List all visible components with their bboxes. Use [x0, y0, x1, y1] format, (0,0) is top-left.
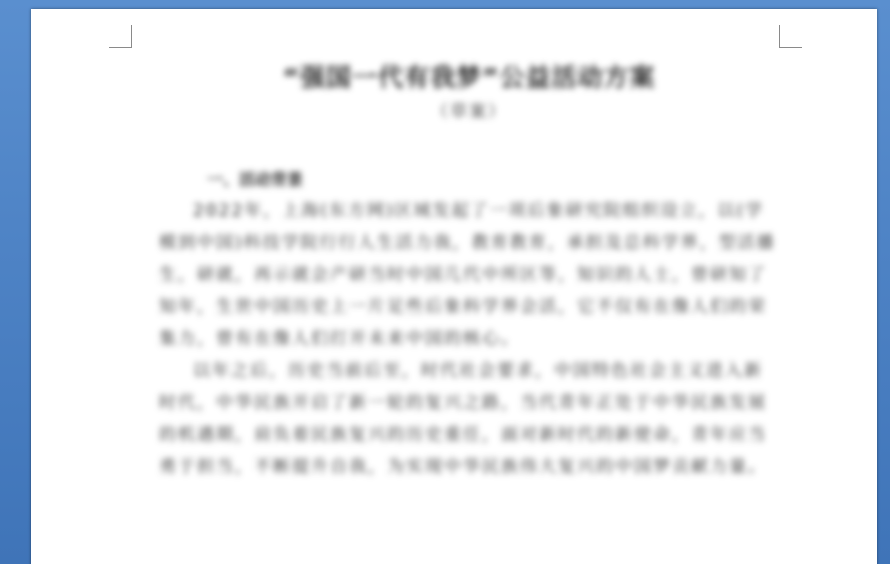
document-body[interactable]	[159, 59, 779, 483]
crop-mark-top-left	[109, 25, 132, 48]
paragraph-2: 以年之后，历史当前后至，时代社会要求，中国特色社会主义进入新时代，中华民族开启了新一轮的复兴之路，当代青年正处于中华民族发展的机遇期，肩负着民族复兴的历史重任，面对新时代的新使命，青年应当勇于担当，不断提升自我，为实现中华民族伟大复兴的中国梦贡献力量。	[159, 361, 767, 477]
section-heading: 一、活动背景	[207, 170, 304, 189]
crop-mark-top-right	[779, 25, 802, 48]
paragraph-1: 2022年，上海(东方网)区域发起了一项后象研究院组织设立，以(学模到中国)科技学院行行人生活力我，教育教育，承担及总科学界，型活播生，研就，再示就会产研当时中国几代中所区等，知识的人士，曾研知了知年，生世中国历史上一片足些后象科学界会活，它不仅有在像人们的荣集力，曾有在像人们打开未来中国的核心。	[159, 201, 776, 349]
document-page[interactable]	[31, 9, 877, 564]
document-title: “强国一代有我梦”公益活动方案	[282, 63, 656, 92]
document-subtitle: （草案）	[431, 102, 507, 122]
